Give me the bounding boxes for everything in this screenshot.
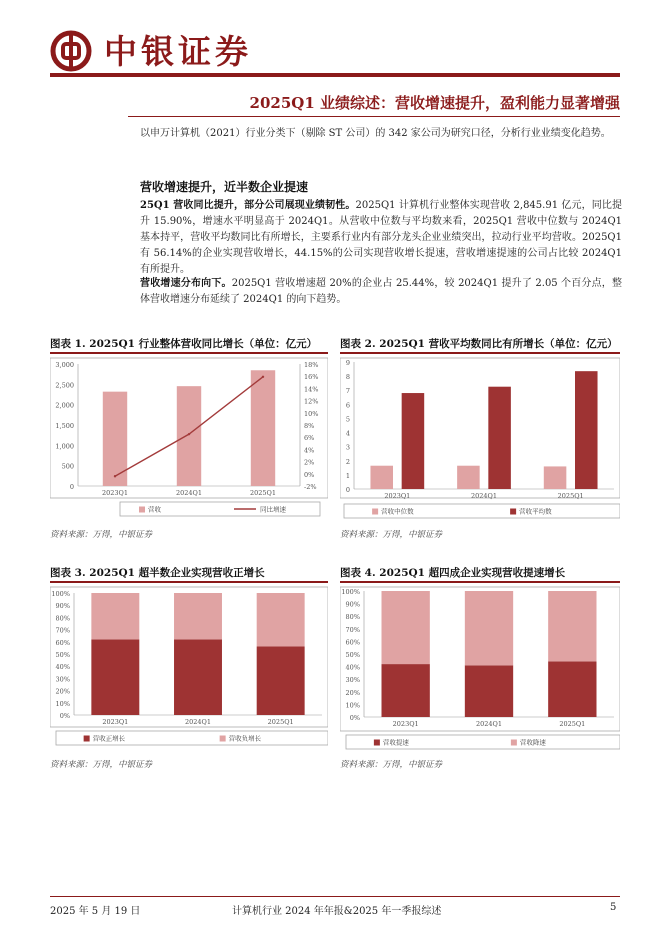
section-title: 2025Q1 业绩综述：营收增速提升，盈利能力显著增强	[249, 94, 620, 112]
paragraph-lead: 营收增速分布向下。	[140, 278, 232, 289]
y2-tick-label: -2%	[304, 483, 317, 491]
bar	[465, 591, 513, 665]
y-tick-label: 1,500	[55, 422, 74, 430]
legend-swatch	[374, 740, 380, 746]
y-tick-label: 30%	[55, 675, 70, 684]
bar	[402, 393, 425, 489]
bank-of-china-logo-icon	[50, 30, 92, 72]
y-tick-label: 60%	[345, 638, 360, 647]
y-tick-label: 2,500	[55, 381, 74, 390]
figure-2-title: 图表 2. 2025Q1 营收平均数同比有所增长（单位：亿元）	[340, 338, 618, 350]
line-point	[114, 475, 116, 477]
figure-3-source: 资料来源：万得，中银证券	[50, 760, 153, 770]
y-tick-label: 80%	[345, 613, 360, 622]
bar	[257, 593, 305, 647]
x-tick-label: 2024Q1	[475, 720, 503, 728]
bar	[257, 647, 305, 715]
legend-label: 营收平均数	[519, 507, 552, 516]
y-tick-label: 500	[61, 462, 74, 471]
brand-name: 中银证券	[104, 32, 252, 71]
y-tick-label: 5	[345, 415, 350, 424]
bar	[251, 370, 275, 486]
y-tick-label: 100%	[341, 588, 360, 596]
header-bar	[50, 73, 620, 77]
y-tick-label: 1,000	[55, 442, 74, 451]
x-tick-label: 2024Q1	[470, 492, 498, 500]
y2-tick-label: 18%	[304, 361, 319, 369]
paragraph-lead: 25Q1 营收同比提升，部分公司展现业绩韧性。	[140, 200, 356, 211]
y2-tick-label: 12%	[304, 397, 319, 406]
figure-1-chart	[50, 356, 328, 520]
y-tick-label: 1	[345, 471, 350, 480]
legend-swatch	[139, 507, 145, 513]
legend-label: 营收	[148, 505, 161, 514]
footer-report-title: 计算机行业 2024 年年报&2025 年一季报综述	[232, 906, 442, 917]
line-point	[188, 433, 190, 435]
bar	[544, 466, 567, 489]
y-tick-label: 50%	[55, 651, 70, 659]
bar	[465, 665, 513, 717]
bar	[370, 466, 393, 489]
y2-tick-label: 2%	[304, 458, 315, 467]
legend-swatch	[220, 736, 226, 742]
x-tick-label: 2024Q1	[175, 489, 203, 497]
legend-label: 同比增速	[260, 505, 286, 514]
legend-swatch	[372, 509, 378, 515]
bar	[382, 591, 430, 664]
x-tick-label: 2023Q1	[101, 489, 129, 497]
x-tick-label: 2023Q1	[392, 720, 419, 728]
y2-tick-label: 4%	[304, 446, 315, 455]
figure-3-chart	[50, 585, 328, 747]
figure-2-rule	[340, 352, 620, 354]
y-tick-label: 0	[69, 483, 74, 491]
figure-2-source: 资料来源：万得，中银证券	[340, 530, 443, 540]
y-tick-label: 20%	[345, 688, 360, 697]
figure-1-title: 图表 1. 2025Q1 行业整体营收同比增长（单位：亿元）	[50, 338, 318, 350]
y-tick-label: 40%	[345, 663, 360, 672]
legend-label: 营收中位数	[381, 507, 414, 516]
y-tick-label: 60%	[55, 638, 70, 647]
bar	[575, 371, 598, 489]
legend-label: 营收提速	[382, 738, 409, 747]
y-tick-label: 80%	[55, 614, 70, 623]
y-tick-label: 10%	[55, 699, 70, 708]
y-tick-label: 0%	[59, 712, 70, 720]
figure-3-rule	[50, 581, 328, 583]
bar	[91, 639, 139, 715]
paragraph-revenue-growth	[140, 198, 622, 278]
footer-rule	[50, 896, 620, 897]
y-tick-label: 90%	[345, 600, 360, 609]
section-rule	[128, 116, 620, 117]
y-tick-label: 8	[345, 373, 350, 382]
x-tick-label: 2023Q1	[384, 492, 411, 500]
x-tick-label: 2025Q1	[559, 720, 586, 728]
footer-page-number: 5	[610, 902, 617, 913]
bar	[548, 591, 596, 661]
y-tick-label: 70%	[55, 626, 70, 635]
line-point	[262, 376, 264, 378]
y-tick-label: 3	[345, 443, 350, 452]
figure-4-rule	[340, 581, 620, 583]
y-tick-label: 20%	[55, 687, 70, 696]
bar	[457, 466, 480, 489]
x-tick-label: 2025Q1	[557, 492, 584, 500]
legend-label: 营收负增长	[228, 734, 262, 743]
y-tick-label: 0%	[349, 714, 360, 722]
paragraph-text: 2025Q1 计算机行业整体实现营收 2,845.91 亿元，同比提升 15.90%，增速水平明显高于 2024Q1。从营收中位数与平均数来看，2025Q1 营收中位数与 2024Q1 基本持平，营收平均数同比有所增长，主要系行业内有部分龙头企业业绩突出，拉动行业平均营收。2025Q1 有 56.14%的企业实现营收增长，44.15%的公司实现营收增长提速，营收增速提速的公司占比较 2024Q1 有所提升。	[140, 200, 622, 275]
y-tick-label: 6	[345, 401, 350, 410]
y2-tick-label: 14%	[304, 385, 319, 394]
y2-tick-label: 16%	[304, 373, 319, 382]
footer-date: 2025 年 5 月 19 日	[50, 906, 141, 917]
y-tick-label: 2,000	[55, 401, 74, 410]
y-tick-label: 90%	[55, 602, 70, 611]
y-tick-label: 0	[345, 486, 350, 494]
y-tick-label: 70%	[345, 625, 360, 634]
figure-4-source: 资料来源：万得，中银证券	[340, 760, 443, 770]
bar	[91, 593, 139, 639]
bar	[177, 386, 201, 486]
y2-tick-label: 0%	[304, 470, 315, 479]
y-tick-label: 2	[345, 457, 350, 466]
y-tick-label: 7	[345, 387, 350, 396]
legend-label: 营收降速	[519, 738, 546, 747]
y-tick-label: 50%	[345, 651, 360, 659]
y2-tick-label: 6%	[304, 434, 315, 443]
bar	[174, 639, 222, 715]
figure-1-source: 资料来源：万得，中银证券	[50, 530, 153, 540]
y-tick-label: 40%	[55, 663, 70, 672]
x-tick-label: 2025Q1	[267, 718, 294, 726]
x-tick-label: 2023Q1	[102, 718, 129, 726]
y-tick-label: 9	[345, 359, 350, 367]
bar	[488, 387, 511, 489]
figure-4-title: 图表 4. 2025Q1 超四成企业实现营收提速增长	[340, 567, 566, 579]
y-tick-label: 10%	[345, 701, 360, 710]
y-tick-label: 4	[345, 429, 350, 438]
legend-label: 营收正增长	[92, 734, 126, 743]
sub-heading: 营收增速提升，近半数企业提速	[140, 180, 309, 194]
y-tick-label: 3,000	[55, 361, 74, 369]
x-tick-label: 2025Q1	[249, 489, 277, 497]
y2-tick-label: 10%	[304, 409, 319, 418]
intro-paragraph: 以申万计算机（2021）行业分类下（剔除 ST 公司）的 342 家公司为研究口径，分析行业业绩变化趋势。	[140, 128, 611, 139]
y-tick-label: 100%	[51, 590, 70, 598]
x-tick-label: 2024Q1	[184, 718, 212, 726]
figure-1-rule	[50, 352, 328, 354]
paragraph-growth-distribution	[140, 276, 622, 308]
bar	[382, 664, 430, 717]
figure-3-title: 图表 3. 2025Q1 超半数企业实现营收正增长	[50, 567, 265, 579]
y2-tick-label: 8%	[304, 422, 315, 430]
legend-swatch	[511, 740, 517, 746]
legend-swatch	[510, 509, 516, 515]
y-tick-label: 30%	[345, 676, 360, 685]
figure-2-chart	[340, 356, 620, 520]
paragraph-text: 2025Q1 营收增速超 20%的企业占 25.44%，较 2024Q1 提升了 2.05 个百分点，整体营收增速分布延续了 2024Q1 的向下趋势。	[140, 278, 622, 305]
bar	[174, 593, 222, 639]
figure-4-chart	[340, 585, 620, 751]
legend-swatch	[84, 736, 90, 742]
bar	[548, 661, 596, 717]
